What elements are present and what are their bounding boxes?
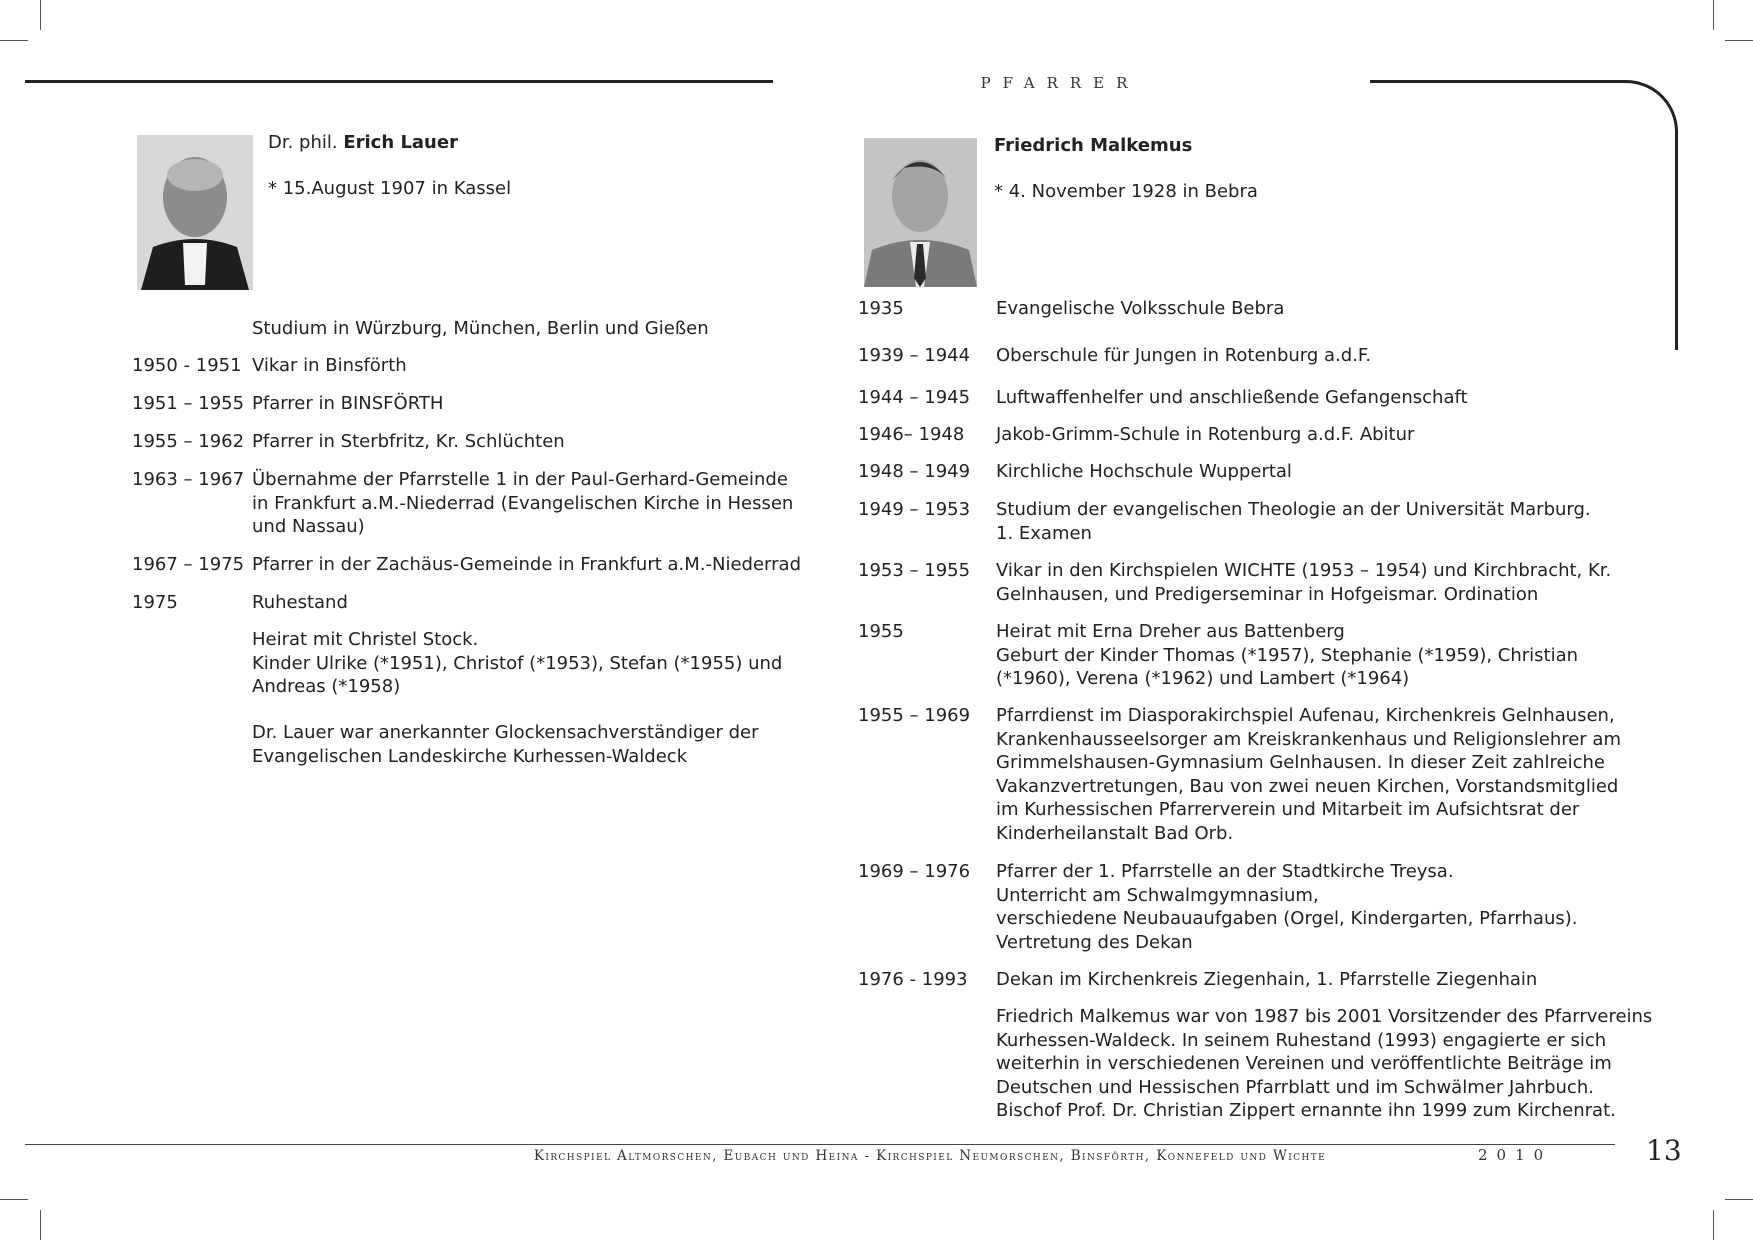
entry-text xyxy=(252,468,793,539)
entry-line: und Nassau) xyxy=(252,516,365,537)
entry-line: Pfarrer in der Zachäus-Gemeinde in Frankfurt a.M.-Niederrad xyxy=(252,554,801,575)
entry-line: Krankenhausseelsorger am Kreiskrankenhaus und Religionslehrer am xyxy=(996,728,1621,750)
entry-line: in Frankfurt a.M.-Niederrad (Evangelischen Kirche in Hessen xyxy=(252,492,794,514)
entry-line: Evangelischen Landeskirche Kurhessen-Waldeck xyxy=(252,745,688,767)
crop-mark xyxy=(40,0,41,30)
person-name-line xyxy=(268,132,458,153)
crop-mark xyxy=(0,1199,28,1200)
entry-line: Grimmelshausen-Gymnasium Gelnhausen. In dieser Zeit zahlreiche xyxy=(996,752,1605,773)
entry-text xyxy=(996,386,1468,410)
name-prefix: Dr. phil. xyxy=(268,132,338,153)
entry-date: 1951 – 1955 xyxy=(132,393,245,414)
footer-year: 2010 xyxy=(1478,1146,1553,1164)
entry-line: Vertretung des Dekan xyxy=(996,931,1193,953)
portrait-image xyxy=(864,138,977,287)
entry-line: Ruhestand xyxy=(252,592,348,613)
portrait-erich-lauer xyxy=(137,135,253,290)
entry-line: Deutschen und Hessischen Pfarrblatt und im Schwälmer Jahrbuch. xyxy=(996,1076,1594,1098)
portrait-friedrich-malkemus xyxy=(864,138,977,287)
entry-line: Pfarrer der 1. Pfarrstelle an der Stadtkirche Treysa. xyxy=(996,861,1454,882)
entry-text xyxy=(996,968,1537,992)
person-name: Friedrich Malkemus xyxy=(994,135,1193,156)
crop-mark xyxy=(1713,1210,1714,1240)
entry-line: Friedrich Malkemus war von 1987 bis 2001 Vorsitzender des Pfarrvereins xyxy=(996,1006,1653,1027)
entry-text xyxy=(996,460,1292,484)
entry-line: Studium der evangelischen Theologie an der Universität Marburg. xyxy=(996,499,1591,520)
header-rule-right xyxy=(1370,80,1562,83)
header-rule-left xyxy=(25,80,773,83)
entry-line: Oberschule für Jungen in Rotenburg a.d.F. xyxy=(996,345,1372,366)
entry-line: Luftwaffenhelfer und anschließende Gefangenschaft xyxy=(996,387,1468,408)
entry-text xyxy=(996,344,1371,368)
birth-line: * 15.August 1907 in Kassel xyxy=(268,178,512,199)
person-name-line xyxy=(994,135,1192,156)
entry-text xyxy=(996,423,1414,447)
entry-date: 1967 – 1975 xyxy=(132,554,245,575)
entry-date: 1976 - 1993 xyxy=(858,969,968,990)
entry-text xyxy=(252,628,782,699)
crop-mark xyxy=(1725,1199,1753,1200)
entry-text xyxy=(996,1005,1652,1123)
entry-date: 1949 – 1953 xyxy=(858,499,971,520)
entry-text xyxy=(252,317,709,341)
entry-date: 1963 – 1967 xyxy=(132,469,245,490)
entry-date: 1969 – 1976 xyxy=(858,861,971,882)
entry-line: Übernahme der Pfarrstelle 1 in der Paul-Gerhard-Gemeinde xyxy=(252,469,788,490)
footer-text: Kirchspiel Altmorschen, Eubach und Heina - Kirchspiel Neumorschen, Binsförth, Konnefeld und Wichte xyxy=(533,1148,1327,1164)
entry-text xyxy=(996,297,1284,321)
entry-line: Andreas (*1958) xyxy=(252,676,401,697)
entry-line: Unterricht am Schwalmgymnasium, xyxy=(996,884,1319,906)
entry-line: im Kurhessischen Pfarrerverein und Mitarbeit im Aufsichtsrat der xyxy=(996,799,1580,820)
entry-date: 1955 – 1969 xyxy=(858,705,971,726)
entry-date: 1946– 1948 xyxy=(858,424,965,445)
header-corner-curve xyxy=(1560,80,1678,350)
page-number: 13 xyxy=(1646,1134,1682,1167)
entry-date: 1935 xyxy=(858,298,904,319)
entry-text xyxy=(252,430,565,454)
entry-line: Vakanzvertretungen, Bau von zwei neuen Kirchen, Vorstandsmitglied xyxy=(996,775,1619,797)
entry-text xyxy=(252,591,348,615)
entry-line: Gelnhausen, und Predigerseminar in Hofgeismar. Ordination xyxy=(996,583,1539,605)
entry-date: 1955 – 1962 xyxy=(132,431,245,452)
entry-line: Kinderheilanstalt Bad Orb. xyxy=(996,822,1234,844)
entry-line: (*1960), Verena (*1962) und Lambert (*1964) xyxy=(996,668,1410,689)
person-name: Erich Lauer xyxy=(343,132,458,153)
entry-line: Evangelische Volksschule Bebra xyxy=(996,298,1285,319)
portrait-image xyxy=(137,135,253,290)
entry-line: Vikar in den Kirchspielen WICHTE (1953 – 1954) und Kirchbracht, Kr. xyxy=(996,560,1612,581)
entry-line: Heirat mit Erna Dreher aus Battenberg xyxy=(996,621,1345,642)
entry-text xyxy=(252,721,759,768)
entry-line: Heirat mit Christel Stock. xyxy=(252,629,479,650)
crop-mark xyxy=(1713,0,1714,30)
entry-line: Kurhessen-Waldeck. In seinem Ruhestand (1993) engagierte er sich xyxy=(996,1029,1607,1051)
entry-date: 1948 – 1949 xyxy=(858,461,971,482)
header-title: PFARRER xyxy=(980,74,1140,92)
entry-line: Bischof Prof. Dr. Christian Zippert ernannte ihn 1999 zum Kirchenrat. xyxy=(996,1100,1616,1121)
entry-line: verschiedene Neubauaufgaben (Orgel, Kindergarten, Pfarrhaus). xyxy=(996,908,1578,929)
entry-line: Pfarrdienst im Diasporakirchspiel Aufenau, Kirchenkreis Gelnhausen, xyxy=(996,705,1615,726)
entry-line: Kirchliche Hochschule Wuppertal xyxy=(996,461,1292,482)
entry-line: Pfarrer in Sterbfritz, Kr. Schlüchten xyxy=(252,431,565,452)
entry-text xyxy=(996,620,1578,691)
entry-line: Pfarrer in BINSFÖRTH xyxy=(252,393,444,414)
entry-date: 1950 - 1951 xyxy=(132,355,242,376)
footer-rule xyxy=(25,1144,1615,1145)
entry-line: Vikar in Binsförth xyxy=(252,355,407,376)
entry-date: 1955 xyxy=(858,621,904,642)
entry-date: 1939 – 1944 xyxy=(858,345,971,366)
entry-text xyxy=(996,498,1591,545)
entry-line: Dekan im Kirchenkreis Ziegenhain, 1. Pfarrstelle Ziegenhain xyxy=(996,969,1538,990)
crop-mark xyxy=(40,1210,41,1240)
entry-text xyxy=(252,553,801,577)
entry-date: 1975 xyxy=(132,592,178,613)
entry-line: Geburt der Kinder Thomas (*1957), Stephanie (*1959), Christian xyxy=(996,644,1579,666)
entry-line: weiterhin in verschiedenen Vereinen und veröffentlichte Beiträge im xyxy=(996,1053,1612,1074)
birth-line: * 4. November 1928 in Bebra xyxy=(994,181,1258,202)
crop-mark xyxy=(1725,40,1753,41)
entry-date: 1944 – 1945 xyxy=(858,387,971,408)
entry-text xyxy=(996,704,1621,845)
entry-text xyxy=(252,392,443,416)
entry-line: Studium in Würzburg, München, Berlin und Gießen xyxy=(252,318,709,339)
entry-line: Dr. Lauer war anerkannter Glockensachverständiger der xyxy=(252,722,759,743)
entry-text xyxy=(996,860,1577,954)
entry-line: 1. Examen xyxy=(996,522,1092,544)
entry-date: 1953 – 1955 xyxy=(858,560,971,581)
entry-line: Jakob-Grimm-Schule in Rotenburg a.d.F. Abitur xyxy=(996,424,1415,445)
entry-text xyxy=(252,354,407,378)
entry-text xyxy=(996,559,1611,606)
crop-mark xyxy=(0,40,28,41)
entry-line: Kinder Ulrike (*1951), Christof (*1953), Stefan (*1955) und xyxy=(252,652,783,674)
